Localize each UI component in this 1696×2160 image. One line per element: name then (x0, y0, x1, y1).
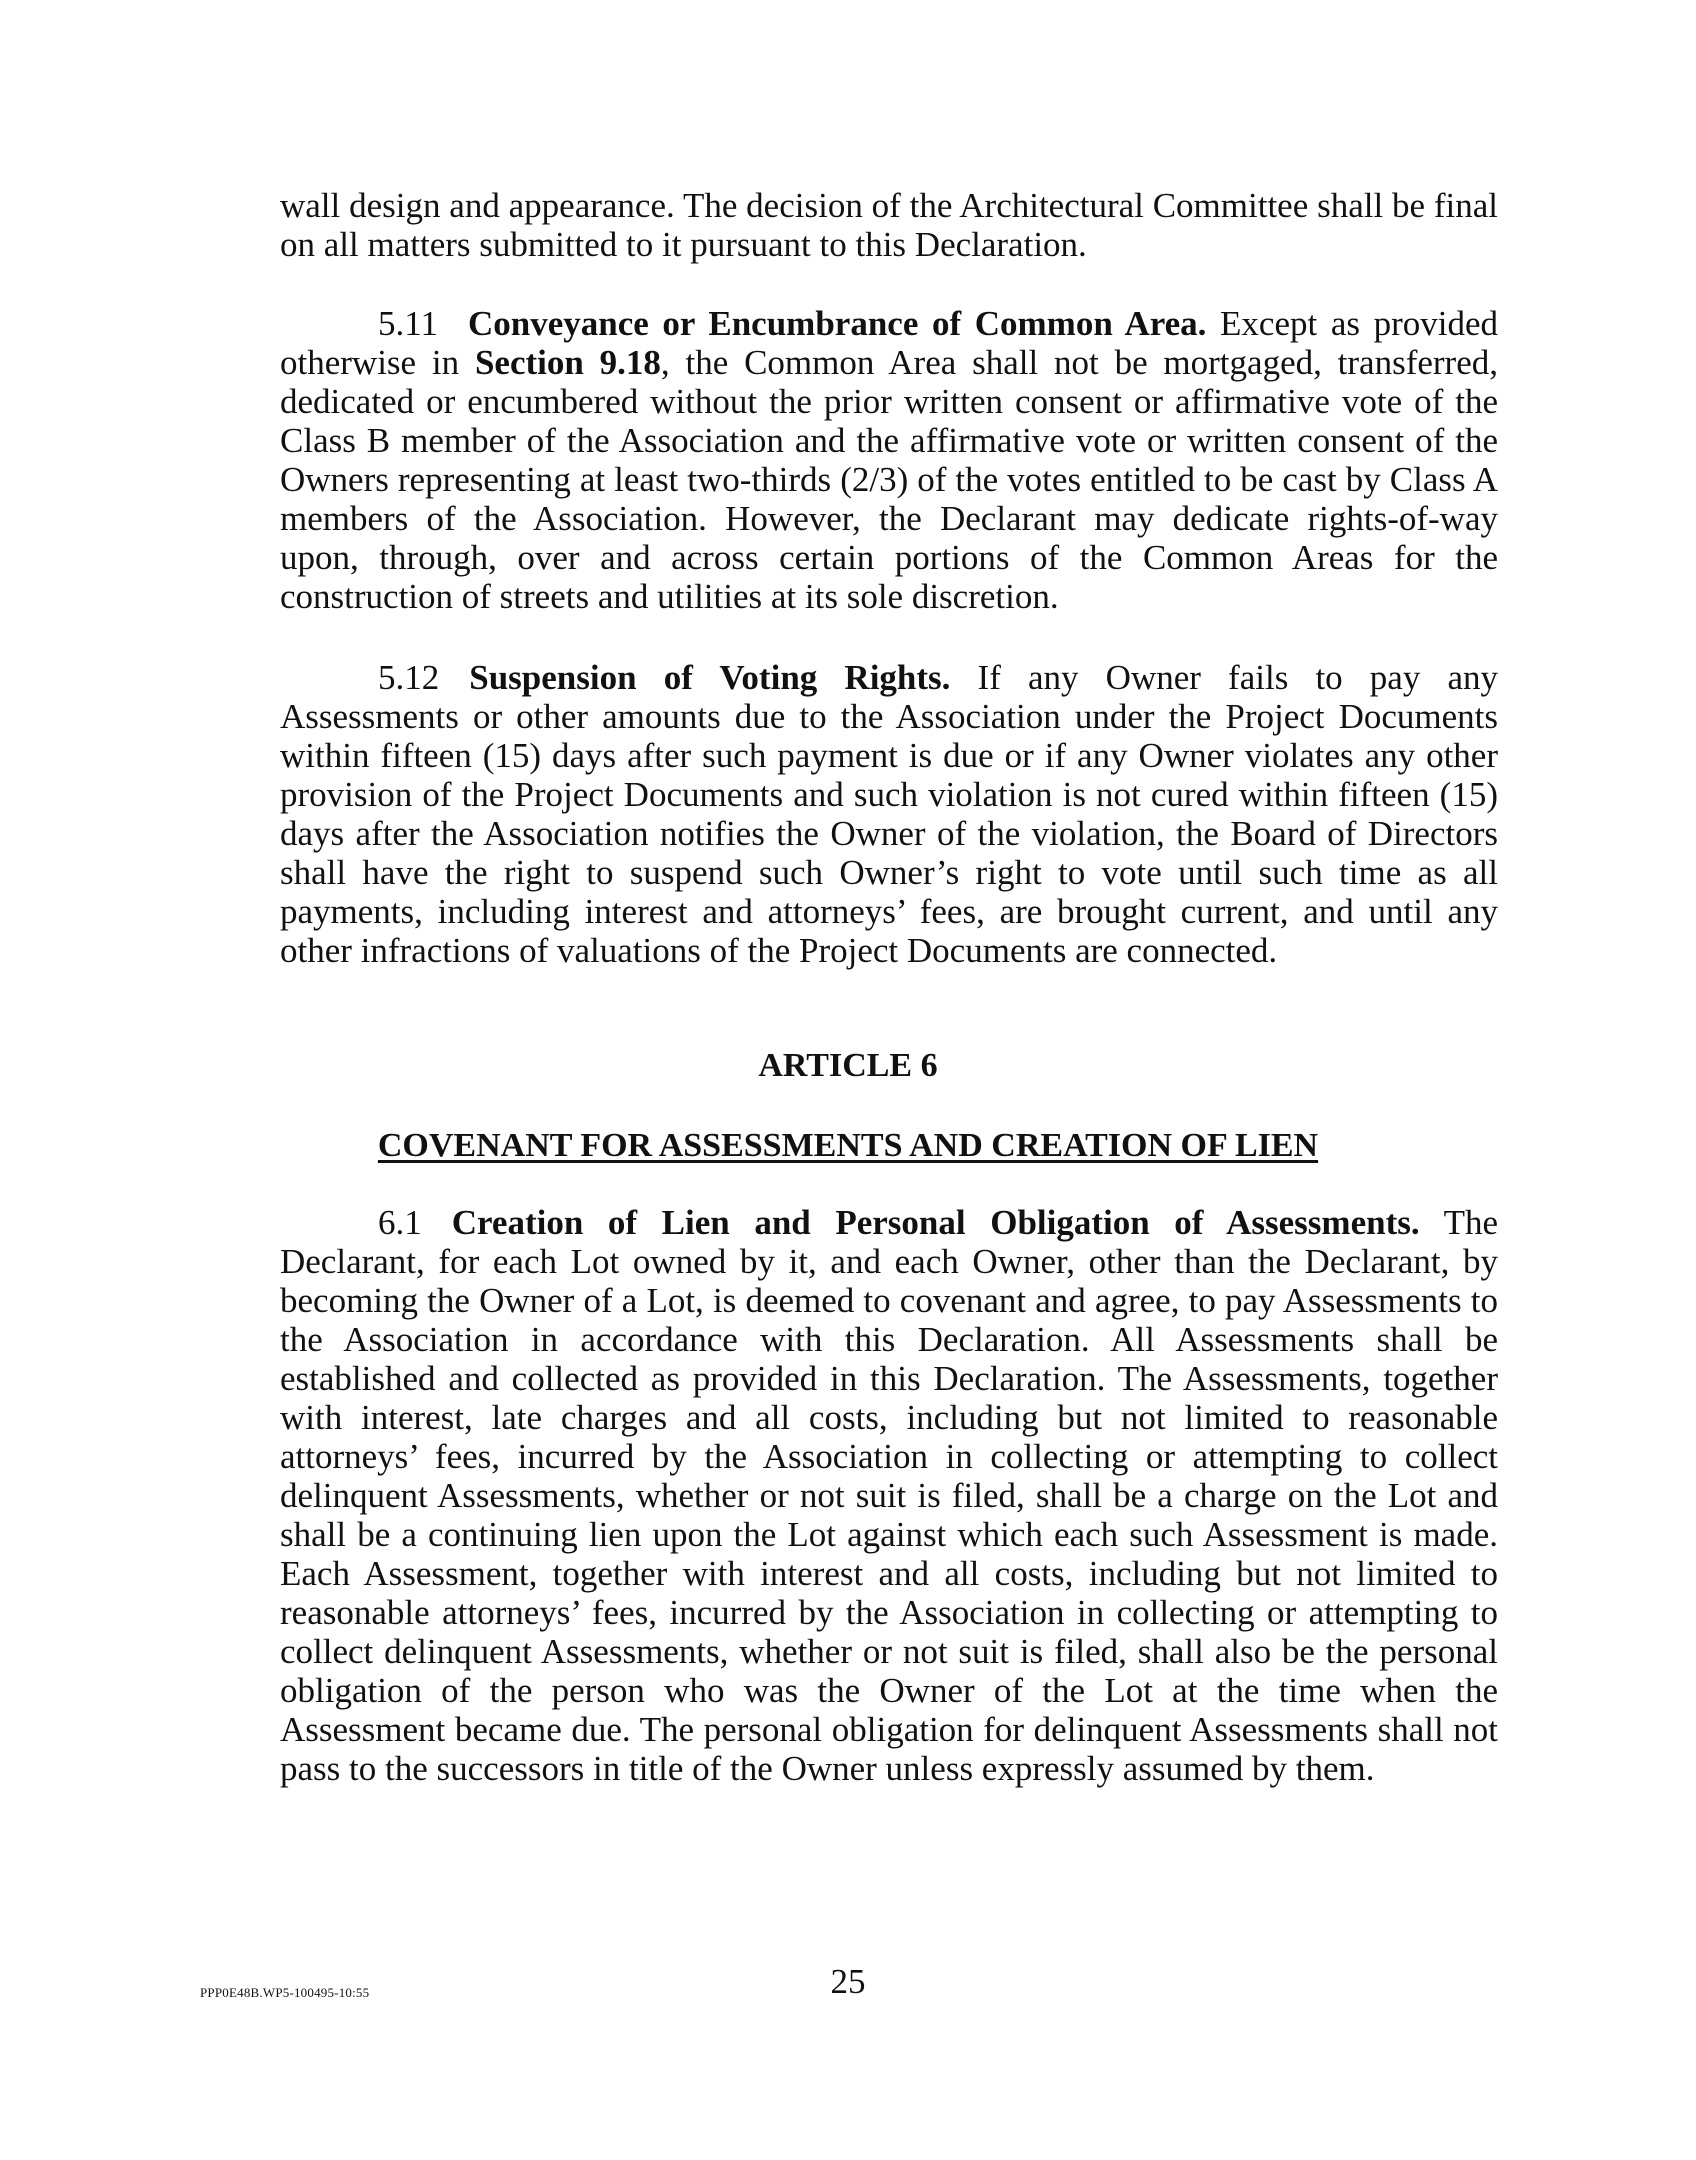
section-5-12-number: 5.12 (378, 658, 440, 697)
section-5-12-paragraph (280, 658, 1498, 970)
section-6-1-paragraph (280, 1203, 1498, 1788)
page-number: 25 (830, 1962, 866, 2001)
section-6-1-number: 6.1 (378, 1203, 422, 1242)
section-5-11-text-after-ref: , the Common Area shall not be mortgaged, transferred, dedicated or encumbered without the prior written consent or affirmative vote of the Class B member of the Association and the affirmative vote or written consent of the Owners representing at least two-thirds (2/3) of the votes entitled to be cast by Class A members of the Association. However, the Declarant may dedicate rights-of-way upon, through, over and across certain portions of the Common Areas for the construction of streets and utilities at its sole discretion. (280, 343, 1499, 616)
section-5-11-text-before-ref: Except as provided otherwise in (280, 304, 1498, 382)
section-6-1-text: The Declarant, for each Lot owned by it, and each Owner, other than the Declarant, by becoming the Owner of a Lot, is deemed to covenant and agree, to pay Assessments to the Association in accordance with this Declaration. All Assessments shall be established and collected as provided in this Declaration. The Assessments, together with interest, late charges and all costs, including but not limited to reasonable attorneys’ fees, incurred by the Association in collecting or attempting to collect delinquent Assessments, whether or not suit is filed, shall be a charge on the Lot and shall be a continuing lien upon the Lot against which each such Assessment is made. Each Assessment, together with interest and all costs, including but not limited to reasonable attorneys’ fees, incurred by the Association in collecting or attempting to collect delinquent Assessments, whether or not suit is filed, shall also be the personal obligation of the person who was the Owner of the Lot at the time when the Assessment became due. The personal obligation for delinquent Assessments shall not pass to the successors in title of the Owner unless expressly assumed by them. (280, 1203, 1498, 1788)
section-6-1-heading: Creation of Lien and Personal Obligation of Assessments. (451, 1203, 1420, 1242)
section-5-11-heading: Conveyance or Encumbrance of Common Area. (467, 304, 1207, 343)
section-5-11-reference: Section 9.18 (474, 343, 661, 382)
section-5-12-heading: Suspension of Voting Rights. (469, 658, 951, 697)
section-5-11-paragraph (280, 304, 1498, 616)
article-subtitle (0, 1126, 1696, 1166)
section-5-12-text: If any Owner fails to pay any Assessments or other amounts due to the Association under the Project Documents within fifteen (15) days after such payment is due or if any Owner violates any other provision of the Project Documents and such violation is not cured within fifteen (15) days after the Association notifies the Owner of the violation, the Board of Directors shall have the right to suspend such Owner’s right to vote until such time as all payments, including interest and attorneys’ fees, are brought current, and until any other infractions of valuations of the Project Documents are connected. (280, 658, 1499, 970)
article-subtitle-text: COVENANT FOR ASSESSMENTS AND CREATION OF LIEN (377, 1127, 1319, 1164)
footer-document-code: PPP0E48B.WP5-100495-10:55 (200, 1985, 370, 2000)
intro-paragraph: wall design and appearance. The decision of the Architectural Committee shall be final on all matters submitted to it pursuant to this Declaration. (280, 186, 1498, 264)
section-5-11-number: 5.11 (378, 304, 438, 343)
article-title: ARTICLE 6 (758, 1047, 938, 1084)
